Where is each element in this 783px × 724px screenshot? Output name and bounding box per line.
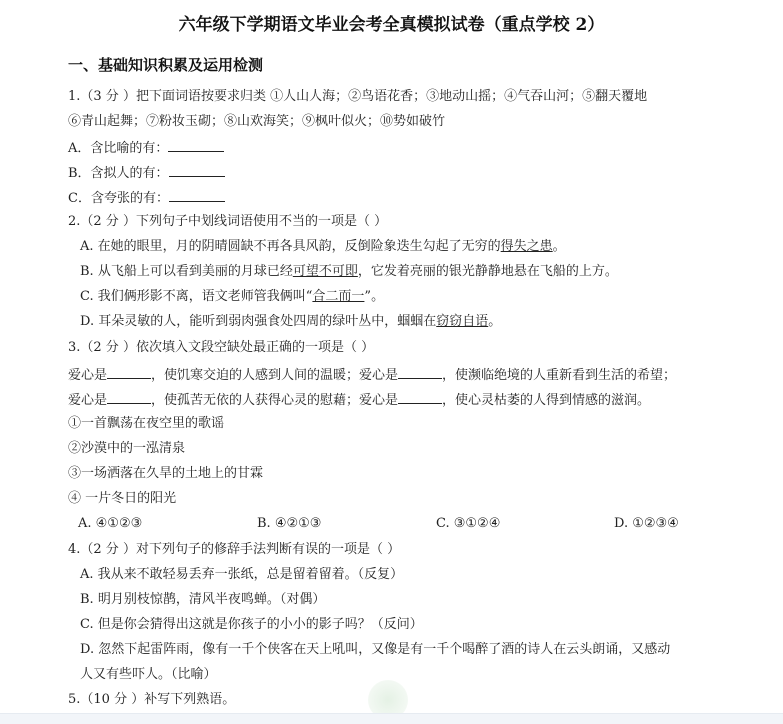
answer-blank[interactable]	[169, 189, 225, 202]
q3-item-4: ④ 一片冬日的阳光	[68, 491, 177, 506]
answer-blank[interactable]	[107, 366, 151, 379]
q4-option-b: B. 明月别枝惊鹊，清风半夜鸣蝉。（对偶）	[80, 592, 326, 607]
q3-item-2: ②沙漠中的一泓清泉	[68, 441, 186, 456]
q2-a-end: 。	[552, 239, 566, 254]
underlined-term: 窃窃自语	[436, 314, 489, 329]
q4-stem: 4.（2 分 ）对下列句子的修辞手法判断有误的一项是（ ）	[68, 542, 401, 557]
q1-option-c-label: C．含夸张的有：	[68, 191, 169, 206]
q2-b-text: B. 从飞船上可以看到美丽的月球已经	[80, 264, 293, 279]
answer-blank[interactable]	[398, 366, 442, 379]
q2-a-text: A. 在她的眼里，月的阴晴圆缺不再各具风韵，反倒险象迭生勾起了无穷的	[80, 239, 501, 254]
q1-option-a	[68, 139, 224, 157]
q1-stem: 1.（3 分 ）把下面词语按要求归类 ①人山人海；②鸟语花香；③地动山摇；④气吞山河；⑤翻天覆地	[68, 89, 648, 104]
q2-option-a	[80, 239, 566, 255]
q2-b-end: ，它发着亮丽的银光静静地悬在飞船的上方。	[357, 264, 618, 279]
q2-option-b	[80, 264, 618, 280]
underlined-term: 得失之患	[500, 239, 553, 254]
q1-option-a-label: A．含比喻的有：	[68, 141, 169, 156]
passage-text: 爱心是	[68, 368, 108, 383]
q2-option-c	[80, 289, 384, 305]
answer-blank[interactable]	[168, 139, 224, 152]
q5-stem: 5.（10 分 ）补写下列熟语。	[68, 692, 236, 707]
answer-blank[interactable]	[169, 164, 225, 177]
passage-text: 爱心是	[68, 393, 108, 408]
q1-option-b	[68, 164, 225, 182]
q3-choice-b[interactable]: B. ④②①③	[257, 516, 322, 531]
q2-c-end: ”。	[364, 289, 385, 304]
section-heading: 一、基础知识积累及运用检测	[68, 56, 264, 74]
q3-item-1: ①一首飘荡在夜空里的歌谣	[68, 416, 225, 431]
q1-option-c	[68, 189, 225, 207]
q2-c-text: C. 我们俩形影不离，语文老师管我俩叫“	[80, 289, 313, 304]
q2-stem: 2.（2 分 ）下列句子中划线词语使用不当的一项是（ ）	[68, 214, 388, 229]
q3-choice-d[interactable]: D. ①②③④	[614, 516, 679, 531]
underlined-term: 合二而一	[312, 289, 365, 304]
q4-option-a: A. 我从来不敢轻易丢弃一张纸，总是留着留着。（反复）	[80, 567, 404, 582]
passage-text: ，使心灵枯萎的人得到情感的滋润。	[442, 393, 651, 408]
answer-blank[interactable]	[398, 391, 442, 404]
passage-text: ，使孤苦无依的人获得心灵的慰藉；爱心是	[151, 393, 399, 408]
q3-passage-line2	[68, 391, 650, 409]
q3-choice-c[interactable]: C. ③①②④	[436, 516, 501, 531]
q1-option-b-label: B．含拟人的有：	[68, 166, 169, 181]
q3-choice-a[interactable]: A. ④①②③	[78, 516, 143, 531]
passage-text: ，使饥寒交迫的人感到人间的温暖；爱心是	[151, 368, 399, 383]
q3-passage-line1	[68, 366, 676, 384]
q1-stem-cont: ⑥青山起舞；⑦粉妆玉砌；⑧山欢海笑；⑨枫叶似火；⑩势如破竹	[68, 114, 446, 129]
passage-text: ，使濒临绝境的人重新看到生活的希望；	[442, 368, 677, 383]
q2-d-end: 。	[488, 314, 502, 329]
q3-stem: 3.（2 分 ）依次填入文段空缺处最正确的一项是（ ）	[68, 340, 375, 355]
answer-blank[interactable]	[107, 391, 151, 404]
q4-option-d: D. 忽然下起雷阵雨，像有一千个侠客在天上吼叫，又像是有一千个喝醉了酒的诗人在云头朗诵，又感动	[80, 642, 671, 657]
q3-item-3: ③一场洒落在久旱的土地上的甘霖	[68, 466, 264, 481]
page-footer-band	[0, 713, 783, 724]
q2-option-d	[80, 314, 501, 330]
q4-option-d-cont: 人又有些吓人。（比喻）	[80, 667, 217, 682]
q4-option-c: C. 但是你会猜得出这就是你孩子的小小的影子吗？（反问）	[80, 617, 423, 632]
underlined-term: 可望不可即	[292, 264, 358, 279]
page-title: 六年级下学期语文毕业会考全真模拟试卷（重点学校 2）	[178, 15, 605, 35]
q2-d-text: D. 耳朵灵敏的人，能听到弱肉强食处四周的绿叶丛中，蝈蝈在	[80, 314, 437, 329]
